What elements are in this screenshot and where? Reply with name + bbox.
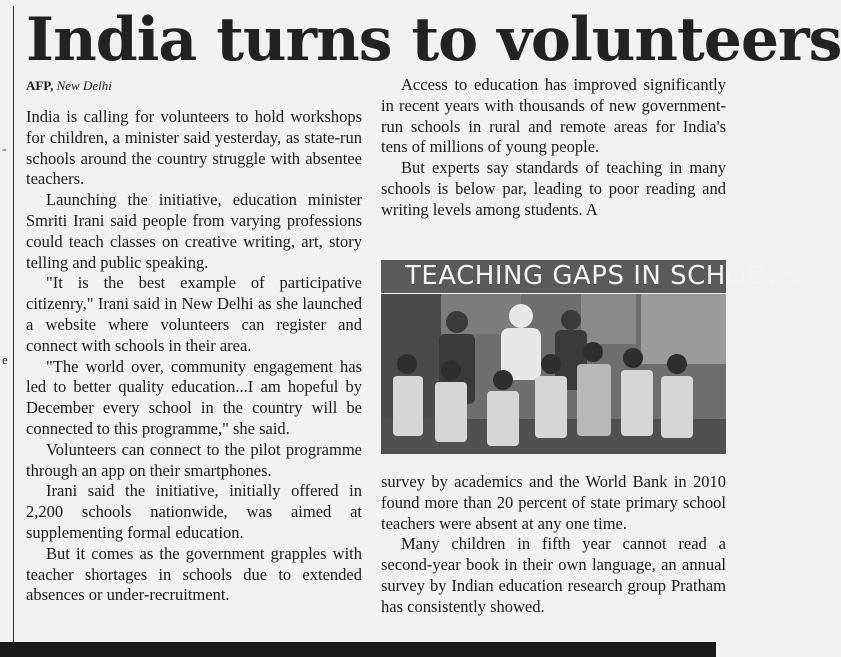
article-column-left [26, 107, 362, 606]
paragraph: But experts say standards of teaching in many schools is below par, leading to poor reading and writing levels among students. A [381, 158, 726, 219]
paragraph: Volunteers can connect to the pilot programme through an app on their smartphones. [26, 439, 362, 480]
article-column-right-top [381, 75, 726, 221]
article-column-right-bottom [381, 472, 726, 618]
page-edge [0, 642, 716, 657]
classroom-photo [381, 294, 726, 454]
paragraph: India is calling for volunteers to hold workshops for children, a minister said yesterday, as state-run schools around the country struggle with absentee teachers. [26, 107, 362, 189]
paragraph: "The world over, community engagement has led to better quality education...I am hopeful by December every school in the country will be connected to this programme," she said. [26, 356, 362, 438]
paragraph: survey by academics and the World Bank in 2010 found more than 20 percent of state primary school teachers were absent at any one time. [381, 472, 726, 533]
paragraph: Access to education has improved significantly in recent years with thousands of new government-run schools in rural and remote areas for India's tens of millions of young people. [381, 75, 726, 157]
margin-mark: e [2, 352, 8, 367]
paragraph: Irani said the initiative, initially offered in 2,200 schools nationwide, was aimed at supplementing formal education. [26, 481, 362, 542]
paragraph: Many children in fifth year cannot read a second-year book in their own language, an annual survey by Indian education research group Pratham has consistently showed. [381, 534, 726, 616]
paragraph: "It is the best example of participative citizenry," Irani said in New Delhi as she launched a website where volunteers can register and connect with schools in their area. [26, 273, 362, 355]
paragraph: Launching the initiative, education minister Smriti Irani said people from varying professions could teach classes on creative writing, art, story telling and public speaking. [26, 190, 362, 272]
margin-mark: - [2, 141, 7, 156]
byline-agency: AFP, [26, 78, 54, 93]
column-divider [13, 6, 14, 642]
byline-place: New Delhi [56, 78, 112, 93]
byline [26, 77, 112, 95]
paragraph: But it comes as the government grapples with teacher shortages in schools due to extended absences or under-recruitment. [26, 543, 362, 605]
graphic-title: TEACHING GAPS IN SCHOOLS [381, 260, 726, 293]
headline: India turns to volunteers [26, 5, 841, 75]
